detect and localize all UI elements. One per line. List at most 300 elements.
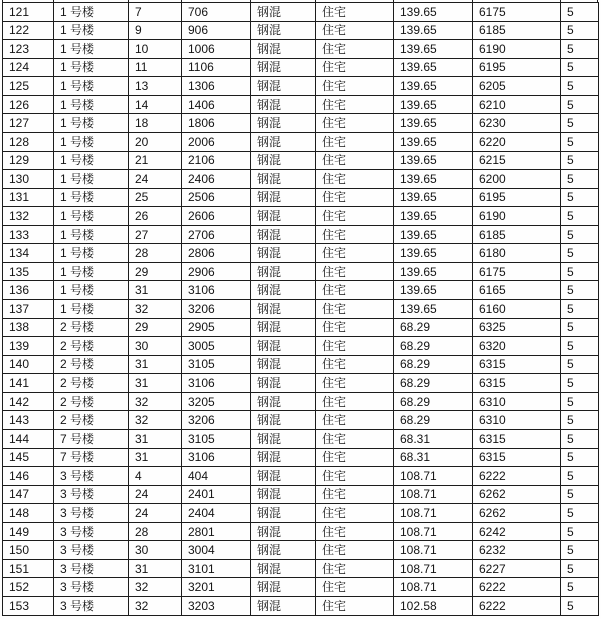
seq-cell: 145 [3, 448, 54, 467]
last-value-cell: 5 [561, 244, 599, 263]
table-row [3, 429, 599, 448]
usage-cell: 住宅 [316, 541, 394, 560]
area-cell: 108.71 [394, 467, 473, 486]
building-cell: 1 号楼 [54, 151, 129, 170]
unit-price-cell: 6227 [473, 559, 561, 578]
room-cell: 2801 [182, 522, 251, 541]
room-cell: 3106 [182, 374, 251, 393]
area-cell: 108.71 [394, 522, 473, 541]
table-row [3, 225, 599, 244]
table-row [3, 411, 599, 430]
unit-price-cell: 6205 [473, 77, 561, 96]
building-cell: 1 号楼 [54, 58, 129, 77]
seq-cell: 130 [3, 170, 54, 189]
area-cell: 108.71 [394, 504, 473, 523]
last-value-cell: 5 [561, 262, 599, 281]
floor-cell: 10 [129, 40, 182, 59]
room-cell: 3005 [182, 337, 251, 356]
area-cell: 139.65 [394, 40, 473, 59]
usage-cell: 住宅 [316, 95, 394, 114]
building-cell: 3 号楼 [54, 541, 129, 560]
structure-cell: 钢混 [251, 467, 316, 486]
unit-price-cell: 6222 [473, 597, 561, 616]
room-cell: 906 [182, 21, 251, 40]
table-row [3, 170, 599, 189]
floor-cell: 24 [129, 170, 182, 189]
floor-cell: 31 [129, 448, 182, 467]
room-cell: 2506 [182, 188, 251, 207]
building-cell: 3 号楼 [54, 597, 129, 616]
area-cell: 68.29 [394, 355, 473, 374]
unit-price-cell: 6310 [473, 411, 561, 430]
room-cell: 1006 [182, 40, 251, 59]
structure-cell: 钢混 [251, 597, 316, 616]
last-value-cell: 5 [561, 95, 599, 114]
floor-cell: 28 [129, 244, 182, 263]
usage-cell: 住宅 [316, 504, 394, 523]
seq-cell: 133 [3, 225, 54, 244]
structure-cell: 钢混 [251, 559, 316, 578]
structure-cell: 钢混 [251, 132, 316, 151]
room-cell: 1806 [182, 114, 251, 133]
usage-cell: 住宅 [316, 3, 394, 22]
building-cell: 1 号楼 [54, 188, 129, 207]
usage-cell: 住宅 [316, 58, 394, 77]
usage-cell: 住宅 [316, 318, 394, 337]
unit-price-cell: 6310 [473, 392, 561, 411]
table-row [3, 95, 599, 114]
unit-price-cell: 6210 [473, 95, 561, 114]
last-value-cell: 5 [561, 132, 599, 151]
seq-cell: 136 [3, 281, 54, 300]
floor-cell: 13 [129, 77, 182, 96]
usage-cell: 住宅 [316, 225, 394, 244]
last-value-cell: 5 [561, 411, 599, 430]
seq-cell: 150 [3, 541, 54, 560]
floor-cell: 32 [129, 578, 182, 597]
building-cell: 1 号楼 [54, 300, 129, 319]
structure-cell: 钢混 [251, 58, 316, 77]
table-row [3, 188, 599, 207]
unit-price-cell: 6190 [473, 40, 561, 59]
room-cell: 2006 [182, 132, 251, 151]
area-cell: 108.71 [394, 541, 473, 560]
usage-cell: 住宅 [316, 522, 394, 541]
floor-cell: 30 [129, 541, 182, 560]
table-row [3, 355, 599, 374]
building-cell: 1 号楼 [54, 3, 129, 22]
usage-cell: 住宅 [316, 337, 394, 356]
last-value-cell: 5 [561, 485, 599, 504]
floor-cell: 27 [129, 225, 182, 244]
unit-price-cell: 6160 [473, 300, 561, 319]
table-row [3, 467, 599, 486]
room-cell: 3106 [182, 281, 251, 300]
table-row [3, 578, 599, 597]
room-cell: 2806 [182, 244, 251, 263]
last-value-cell: 5 [561, 522, 599, 541]
structure-cell: 钢混 [251, 95, 316, 114]
unit-price-cell: 6190 [473, 207, 561, 226]
last-value-cell: 5 [561, 597, 599, 616]
seq-cell: 126 [3, 95, 54, 114]
room-cell: 3205 [182, 392, 251, 411]
room-cell: 3203 [182, 597, 251, 616]
units-table-body [3, 3, 599, 616]
table-row [3, 207, 599, 226]
area-cell: 68.29 [394, 392, 473, 411]
room-cell: 3201 [182, 578, 251, 597]
building-cell: 3 号楼 [54, 485, 129, 504]
area-cell: 108.71 [394, 559, 473, 578]
unit-price-cell: 6175 [473, 3, 561, 22]
usage-cell: 住宅 [316, 188, 394, 207]
structure-cell: 钢混 [251, 3, 316, 22]
unit-price-cell: 6195 [473, 188, 561, 207]
usage-cell: 住宅 [316, 77, 394, 96]
last-value-cell: 5 [561, 188, 599, 207]
last-value-cell: 5 [561, 170, 599, 189]
usage-cell: 住宅 [316, 244, 394, 263]
usage-cell: 住宅 [316, 485, 394, 504]
area-cell: 139.65 [394, 262, 473, 281]
area-cell: 108.71 [394, 485, 473, 504]
structure-cell: 钢混 [251, 114, 316, 133]
room-cell: 2906 [182, 262, 251, 281]
structure-cell: 钢混 [251, 355, 316, 374]
seq-cell: 131 [3, 188, 54, 207]
usage-cell: 住宅 [316, 374, 394, 393]
floor-cell: 9 [129, 21, 182, 40]
floor-cell: 31 [129, 559, 182, 578]
table-row [3, 541, 599, 560]
unit-price-cell: 6315 [473, 374, 561, 393]
room-cell: 1306 [182, 77, 251, 96]
building-cell: 2 号楼 [54, 411, 129, 430]
area-cell: 139.65 [394, 188, 473, 207]
structure-cell: 钢混 [251, 392, 316, 411]
last-value-cell: 5 [561, 504, 599, 523]
last-value-cell: 5 [561, 40, 599, 59]
floor-cell: 21 [129, 151, 182, 170]
building-cell: 1 号楼 [54, 77, 129, 96]
table-row [3, 58, 599, 77]
area-cell: 139.65 [394, 77, 473, 96]
structure-cell: 钢混 [251, 300, 316, 319]
table-row [3, 597, 599, 616]
seq-cell: 123 [3, 40, 54, 59]
seq-cell: 140 [3, 355, 54, 374]
table-row [3, 522, 599, 541]
structure-cell: 钢混 [251, 541, 316, 560]
unit-price-cell: 6175 [473, 262, 561, 281]
seq-cell: 124 [3, 58, 54, 77]
unit-price-cell: 6222 [473, 578, 561, 597]
floor-cell: 31 [129, 281, 182, 300]
last-value-cell: 5 [561, 374, 599, 393]
building-cell: 1 号楼 [54, 40, 129, 59]
table-row [3, 318, 599, 337]
floor-cell: 26 [129, 207, 182, 226]
seq-cell: 142 [3, 392, 54, 411]
usage-cell: 住宅 [316, 21, 394, 40]
floor-cell: 18 [129, 114, 182, 133]
seq-cell: 125 [3, 77, 54, 96]
last-value-cell: 5 [561, 337, 599, 356]
seq-cell: 134 [3, 244, 54, 263]
seq-cell: 151 [3, 559, 54, 578]
area-cell: 139.65 [394, 3, 473, 22]
building-cell: 7 号楼 [54, 448, 129, 467]
unit-price-cell: 6315 [473, 448, 561, 467]
last-value-cell: 5 [561, 300, 599, 319]
seq-cell: 146 [3, 467, 54, 486]
building-cell: 1 号楼 [54, 262, 129, 281]
floor-cell: 11 [129, 58, 182, 77]
table-row [3, 151, 599, 170]
seq-cell: 141 [3, 374, 54, 393]
table-row [3, 132, 599, 151]
unit-price-cell: 6315 [473, 355, 561, 374]
seq-cell: 128 [3, 132, 54, 151]
last-value-cell: 5 [561, 77, 599, 96]
floor-cell: 24 [129, 504, 182, 523]
floor-cell: 14 [129, 95, 182, 114]
floor-cell: 29 [129, 262, 182, 281]
table-row [3, 40, 599, 59]
seq-cell: 127 [3, 114, 54, 133]
unit-price-cell: 6230 [473, 114, 561, 133]
room-cell: 2406 [182, 170, 251, 189]
usage-cell: 住宅 [316, 355, 394, 374]
floor-cell: 32 [129, 411, 182, 430]
structure-cell: 钢混 [251, 578, 316, 597]
building-cell: 1 号楼 [54, 114, 129, 133]
last-value-cell: 5 [561, 559, 599, 578]
room-cell: 2905 [182, 318, 251, 337]
unit-price-cell: 6320 [473, 337, 561, 356]
seq-cell: 147 [3, 485, 54, 504]
floor-cell: 29 [129, 318, 182, 337]
structure-cell: 钢混 [251, 485, 316, 504]
last-value-cell: 5 [561, 541, 599, 560]
room-cell: 2706 [182, 225, 251, 244]
room-cell: 2606 [182, 207, 251, 226]
unit-price-cell: 6315 [473, 429, 561, 448]
unit-price-cell: 6325 [473, 318, 561, 337]
usage-cell: 住宅 [316, 300, 394, 319]
structure-cell: 钢混 [251, 318, 316, 337]
seq-cell: 129 [3, 151, 54, 170]
structure-cell: 钢混 [251, 504, 316, 523]
area-cell: 68.31 [394, 448, 473, 467]
usage-cell: 住宅 [316, 170, 394, 189]
table-row [3, 281, 599, 300]
usage-cell: 住宅 [316, 597, 394, 616]
usage-cell: 住宅 [316, 392, 394, 411]
seq-cell: 132 [3, 207, 54, 226]
room-cell: 2401 [182, 485, 251, 504]
table-row [3, 114, 599, 133]
building-cell: 3 号楼 [54, 504, 129, 523]
area-cell: 68.29 [394, 318, 473, 337]
seq-cell: 143 [3, 411, 54, 430]
floor-cell: 20 [129, 132, 182, 151]
structure-cell: 钢混 [251, 374, 316, 393]
area-cell: 102.58 [394, 597, 473, 616]
floor-cell: 32 [129, 300, 182, 319]
usage-cell: 住宅 [316, 262, 394, 281]
room-cell: 706 [182, 3, 251, 22]
housing-units-table [2, 2, 599, 616]
last-value-cell: 5 [561, 355, 599, 374]
building-cell: 1 号楼 [54, 207, 129, 226]
floor-cell: 4 [129, 467, 182, 486]
building-cell: 7 号楼 [54, 429, 129, 448]
table-row [3, 337, 599, 356]
room-cell: 3105 [182, 429, 251, 448]
floor-cell: 7 [129, 3, 182, 22]
area-cell: 68.29 [394, 337, 473, 356]
floor-cell: 25 [129, 188, 182, 207]
unit-price-cell: 6200 [473, 170, 561, 189]
seq-cell: 121 [3, 3, 54, 22]
last-value-cell: 5 [561, 3, 599, 22]
unit-price-cell: 6165 [473, 281, 561, 300]
unit-price-cell: 6180 [473, 244, 561, 263]
building-cell: 1 号楼 [54, 170, 129, 189]
building-cell: 1 号楼 [54, 21, 129, 40]
table-row [3, 300, 599, 319]
floor-cell: 31 [129, 355, 182, 374]
structure-cell: 钢混 [251, 21, 316, 40]
last-value-cell: 5 [561, 58, 599, 77]
area-cell: 139.65 [394, 170, 473, 189]
building-cell: 3 号楼 [54, 559, 129, 578]
building-cell: 3 号楼 [54, 522, 129, 541]
building-cell: 2 号楼 [54, 355, 129, 374]
building-cell: 1 号楼 [54, 281, 129, 300]
floor-cell: 32 [129, 597, 182, 616]
structure-cell: 钢混 [251, 429, 316, 448]
building-cell: 1 号楼 [54, 95, 129, 114]
floor-cell: 31 [129, 374, 182, 393]
floor-cell: 31 [129, 429, 182, 448]
usage-cell: 住宅 [316, 411, 394, 430]
last-value-cell: 5 [561, 392, 599, 411]
seq-cell: 137 [3, 300, 54, 319]
usage-cell: 住宅 [316, 207, 394, 226]
building-cell: 1 号楼 [54, 225, 129, 244]
room-cell: 404 [182, 467, 251, 486]
table-row [3, 262, 599, 281]
area-cell: 139.65 [394, 114, 473, 133]
last-value-cell: 5 [561, 207, 599, 226]
last-value-cell: 5 [561, 467, 599, 486]
structure-cell: 钢混 [251, 40, 316, 59]
area-cell: 108.71 [394, 578, 473, 597]
area-cell: 139.65 [394, 300, 473, 319]
room-cell: 3004 [182, 541, 251, 560]
table-row [3, 244, 599, 263]
last-value-cell: 5 [561, 21, 599, 40]
table-row [3, 559, 599, 578]
last-value-cell: 5 [561, 281, 599, 300]
unit-price-cell: 6242 [473, 522, 561, 541]
room-cell: 1406 [182, 95, 251, 114]
table-row [3, 77, 599, 96]
structure-cell: 钢混 [251, 522, 316, 541]
last-value-cell: 5 [561, 114, 599, 133]
area-cell: 68.29 [394, 411, 473, 430]
last-value-cell: 5 [561, 578, 599, 597]
unit-price-cell: 6222 [473, 467, 561, 486]
unit-price-cell: 6262 [473, 485, 561, 504]
table-row [3, 485, 599, 504]
seq-cell: 148 [3, 504, 54, 523]
structure-cell: 钢混 [251, 411, 316, 430]
last-value-cell: 5 [561, 429, 599, 448]
usage-cell: 住宅 [316, 281, 394, 300]
usage-cell: 住宅 [316, 467, 394, 486]
building-cell: 1 号楼 [54, 244, 129, 263]
table-row [3, 374, 599, 393]
usage-cell: 住宅 [316, 578, 394, 597]
unit-price-cell: 6262 [473, 504, 561, 523]
building-cell: 2 号楼 [54, 318, 129, 337]
seq-cell: 138 [3, 318, 54, 337]
area-cell: 139.65 [394, 244, 473, 263]
structure-cell: 钢混 [251, 337, 316, 356]
seq-cell: 152 [3, 578, 54, 597]
building-cell: 2 号楼 [54, 392, 129, 411]
usage-cell: 住宅 [316, 151, 394, 170]
usage-cell: 住宅 [316, 429, 394, 448]
room-cell: 3206 [182, 300, 251, 319]
structure-cell: 钢混 [251, 151, 316, 170]
building-cell: 1 号楼 [54, 132, 129, 151]
floor-cell: 30 [129, 337, 182, 356]
structure-cell: 钢混 [251, 225, 316, 244]
last-value-cell: 5 [561, 448, 599, 467]
unit-price-cell: 6215 [473, 151, 561, 170]
seq-cell: 144 [3, 429, 54, 448]
structure-cell: 钢混 [251, 207, 316, 226]
last-value-cell: 5 [561, 225, 599, 244]
building-cell: 2 号楼 [54, 374, 129, 393]
structure-cell: 钢混 [251, 448, 316, 467]
room-cell: 3106 [182, 448, 251, 467]
structure-cell: 钢混 [251, 77, 316, 96]
building-cell: 2 号楼 [54, 337, 129, 356]
seq-cell: 149 [3, 522, 54, 541]
area-cell: 139.65 [394, 225, 473, 244]
area-cell: 139.65 [394, 281, 473, 300]
unit-price-cell: 6195 [473, 58, 561, 77]
area-cell: 139.65 [394, 95, 473, 114]
seq-cell: 122 [3, 21, 54, 40]
room-cell: 3101 [182, 559, 251, 578]
structure-cell: 钢混 [251, 188, 316, 207]
table-row [3, 21, 599, 40]
room-cell: 2404 [182, 504, 251, 523]
area-cell: 139.65 [394, 21, 473, 40]
structure-cell: 钢混 [251, 170, 316, 189]
building-cell: 3 号楼 [54, 578, 129, 597]
room-cell: 3105 [182, 355, 251, 374]
usage-cell: 住宅 [316, 559, 394, 578]
table-row [3, 3, 599, 22]
